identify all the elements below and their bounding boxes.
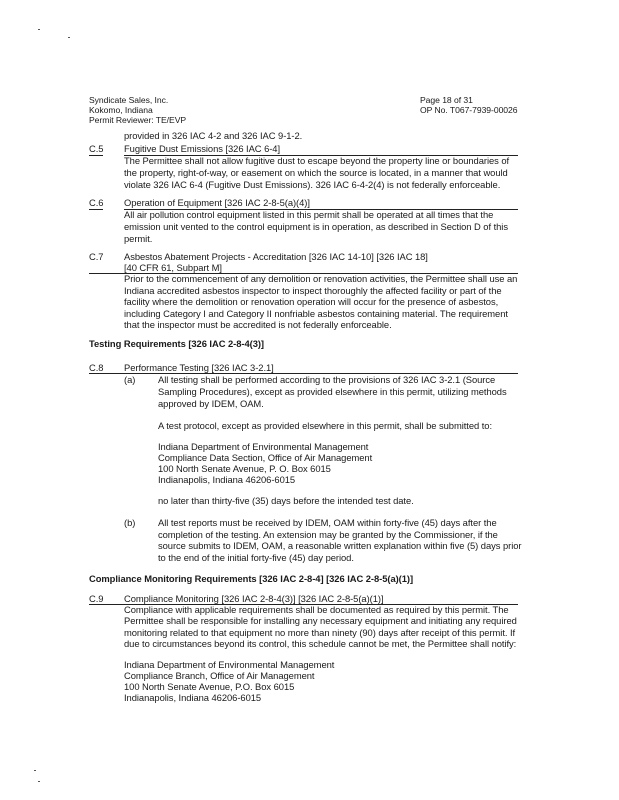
c9-address-line: 100 North Senate Avenue, P.O. Box 6015 xyxy=(124,681,295,692)
c9-number: C.9 xyxy=(89,593,104,604)
c6-number: C.6 xyxy=(89,197,104,208)
c9-address-line: Compliance Branch, Office of Air Management xyxy=(124,670,315,681)
scan-speck xyxy=(38,29,40,30)
c7-body-line: that the inspector must be accredited is not federally enforceable. xyxy=(124,319,392,330)
c8-item-b-line: All test reports must be received by IDEM, OAM within forty-five (45) days after the xyxy=(158,517,497,528)
c7-title-cont: [40 CFR 61, Subpart M] xyxy=(124,262,222,273)
c8-item-b-line: source submits to IDEM, OAM, a reasonable written explanation within five (5) days prior xyxy=(158,540,522,551)
header-reviewer: Permit Reviewer: TE/EVP xyxy=(89,115,187,125)
c5-body-line: The Permittee shall not allow fugitive dust to escape beyond the property line or boundaries of xyxy=(124,155,510,166)
compliance-monitoring-heading: Compliance Monitoring Requirements [326 IAC 2-8-4] [326 IAC 2-8-5(a)(1)] xyxy=(89,573,414,584)
scan-speck xyxy=(68,37,70,38)
c7-body-line: Indiana accredited asbestos inspector to inspect thoroughly the affected facility or part of the xyxy=(124,285,502,296)
c5-number-underline xyxy=(89,155,103,156)
scan-speck xyxy=(38,781,40,782)
c8-item-a-label: (a) xyxy=(124,374,136,385)
c6-title: Operation of Equipment [326 IAC 2-8-5(a)(4)] xyxy=(124,197,310,208)
c8-item-b-line: to the end of the initial forty-five (45) day period. xyxy=(158,552,354,563)
header-permit-number: OP No. T067-7939-00026 xyxy=(420,105,518,115)
header-page-number: Page 18 of 31 xyxy=(420,95,473,105)
header-location: Kokomo, Indiana xyxy=(89,105,153,115)
c5-body-line: violate 326 IAC 6-4 (Fugitive Dust Emissions). 326 IAC 6-4-2(4) is not federally enforceable. xyxy=(124,179,501,190)
intro-line: provided in 326 IAC 4-2 and 326 IAC 9-1-2. xyxy=(124,130,303,141)
c8-address-line: Indianapolis, Indiana 46206-6015 xyxy=(158,474,296,485)
testing-requirements-heading: Testing Requirements [326 IAC 2-8-4(3)] xyxy=(89,338,264,349)
c9-body-line: due to circumstances beyond its control, this schedule cannot be met, the Permittee shall notify: xyxy=(124,638,517,649)
c7-title: Asbestos Abatement Projects - Accreditation [326 IAC 14-10] [326 IAC 18] xyxy=(124,251,428,262)
c8-item-b-line: completion of the testing. An extension may be granted by the Commissioner, if the xyxy=(158,529,498,540)
c8-number: C.8 xyxy=(89,362,104,373)
scan-speck xyxy=(34,770,36,771)
c8-address-line: Compliance Data Section, Office of Air Management xyxy=(158,452,373,463)
header-company: Syndicate Sales, Inc. xyxy=(89,95,169,105)
c8-protocol-text: A test protocol, except as provided elsewhere in this permit, shall be submitted to: xyxy=(158,420,492,431)
c7-number: C.7 xyxy=(89,251,104,262)
c8-item-a-line: Sampling Procedures), except as provided elsewhere in this permit, utilizing methods xyxy=(158,386,507,397)
c6-body-line: emission unit vented to the control equipment is in operation, as described in Section D of this xyxy=(124,221,508,232)
c7-body-line: facility where the demolition or renovation operation will occur for the presence of asbestos, xyxy=(124,296,499,307)
c8-item-b-label: (b) xyxy=(124,517,136,528)
c6-body-line: permit. xyxy=(124,233,153,244)
c9-body-line: Compliance with applicable requirements shall be documented as required by this permit. The xyxy=(124,604,509,615)
c8-item-a-line: approved by IDEM, OAM. xyxy=(158,398,264,409)
c8-address-line: 100 North Senate Avenue, P. O. Box 6015 xyxy=(158,463,331,474)
c5-title: Fugitive Dust Emissions [326 IAC 6-4] xyxy=(124,143,281,154)
c6-number-underline xyxy=(89,209,103,210)
c5-number: C.5 xyxy=(89,143,104,154)
c8-title: Performance Testing [326 IAC 3-2.1] xyxy=(124,362,274,373)
c7-body-line: Prior to the commencement of any demolition or renovation activities, the Permittee shall use an xyxy=(124,273,518,284)
c9-address-line: Indiana Department of Environmental Management xyxy=(124,659,335,670)
c9-title: Compliance Monitoring [326 IAC 2-8-4(3)] [326 IAC 2-8-5(a)(1)] xyxy=(124,593,384,604)
c6-body-line: All air pollution control equipment listed in this permit shall be operated at all times that the xyxy=(124,209,494,220)
c9-body-line: monitoring related to that equipment no more than ninety (90) days after receipt of this permit. If xyxy=(124,627,516,638)
c8-address-line: Indiana Department of Environmental Management xyxy=(158,441,369,452)
c8-item-a-line: All testing shall be performed according to the provisions of 326 IAC 3-2.1 (Source xyxy=(158,374,496,385)
c8-deadline-text: no later than thirty-five (35) days before the intended test date. xyxy=(158,495,414,506)
c9-body-line: Permittee shall be responsible for installing any necessary equipment and initiating any required xyxy=(124,615,517,626)
c7-body-line: including Category I and Category II nonfriable asbestos containing material. The requirement xyxy=(124,308,508,319)
c5-body-line: the property, right-of-way, or easement on which the source is located, in a manner that would xyxy=(124,167,508,178)
c9-address-line: Indianapolis, Indiana 46206-6015 xyxy=(124,692,262,703)
